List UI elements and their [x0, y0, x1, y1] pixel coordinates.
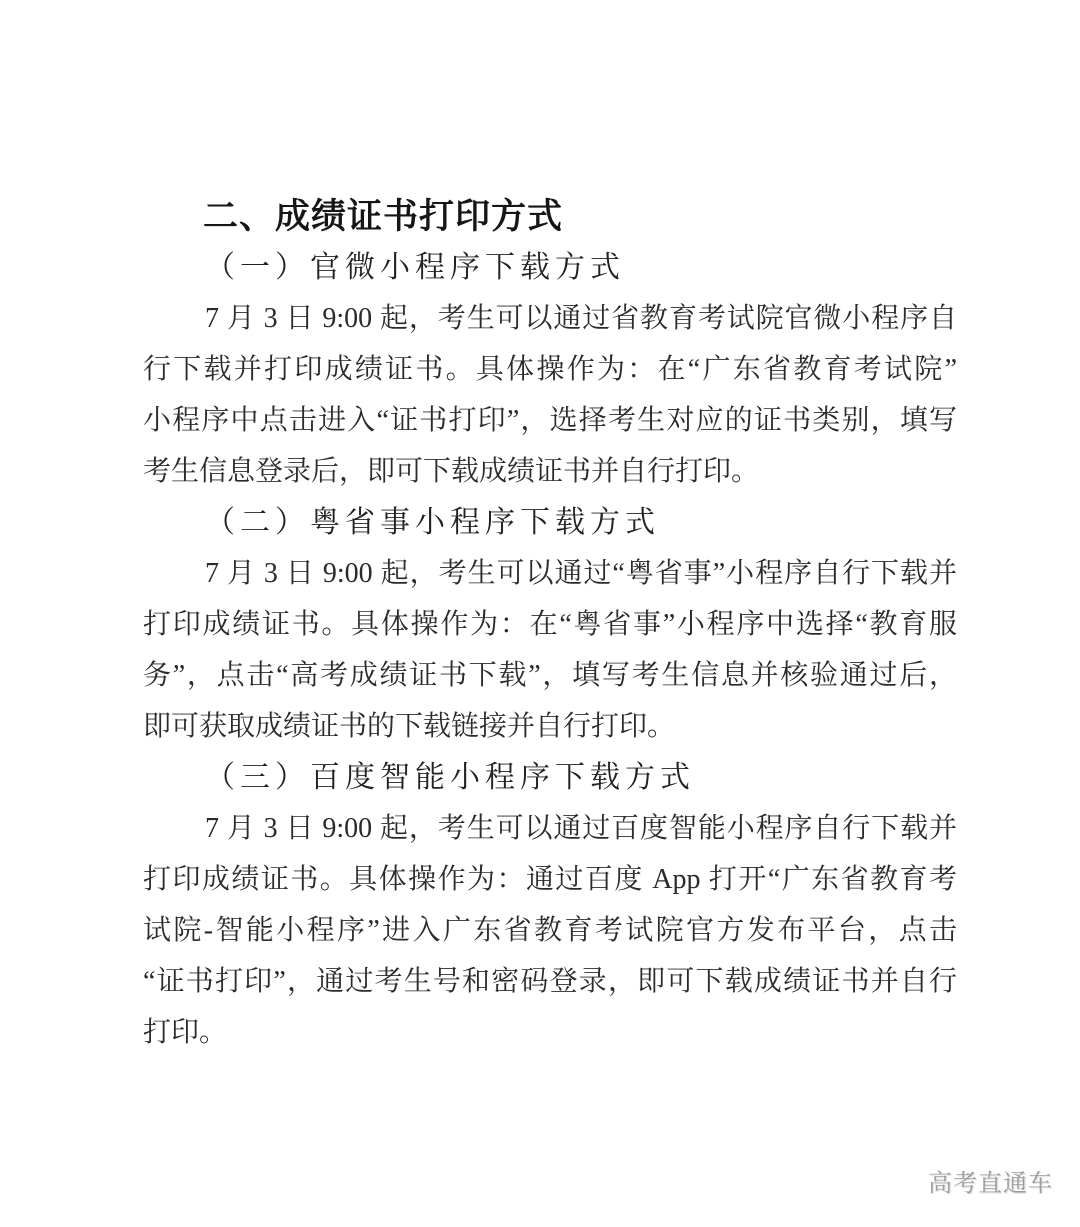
text-line: 行下载并打印成绩证书。具体操作为：在“广东省教育考试院”	[143, 354, 957, 385]
text-line: “证书打印”，通过考生号和密码登录，即可下载成绩证书并自行	[143, 966, 957, 997]
watermark-logo: 高考直通车	[928, 1170, 1053, 1197]
section-1-heading: （一）官微小程序下载方式	[205, 251, 625, 284]
text-line: 打印成绩证书。具体操作为：通过百度 App 打开“广东省教育考	[143, 864, 957, 895]
text-line: 小程序中点击进入“证书打印”，选择考生对应的证书类别，填写	[143, 405, 957, 436]
section-3-heading: （三）百度智能小程序下载方式	[205, 761, 695, 794]
text-line: 试院-智能小程序”进入广东省教育考试院官方发布平台，点击	[143, 915, 957, 946]
text-line: 务”，点击“高考成绩证书下载”，填写考生信息并核验通过后，	[143, 660, 957, 691]
text-line: 打印成绩证书。具体操作为：在“粤省事”小程序中选择“教育服	[143, 609, 957, 640]
document-title: 二、成绩证书打印方式	[203, 197, 564, 236]
text-line: 考生信息登录后，即可下载成绩证书并自行打印。	[143, 456, 760, 487]
text-line: 打印。	[143, 1017, 228, 1048]
text-line: 7 月 3 日 9:00 起，考生可以通过省教育考试院官微小程序自	[205, 303, 957, 334]
text-line: 7 月 3 日 9:00 起，考生可以通过百度智能小程序自行下载并	[205, 813, 957, 844]
text-line: 即可获取成绩证书的下载链接并自行打印。	[143, 711, 676, 742]
section-2-heading: （二）粤省事小程序下载方式	[205, 506, 660, 539]
text-line: 7 月 3 日 9:00 起，考生可以通过“粤省事”小程序自行下载并	[205, 558, 957, 589]
document-body	[143, 191, 957, 1058]
